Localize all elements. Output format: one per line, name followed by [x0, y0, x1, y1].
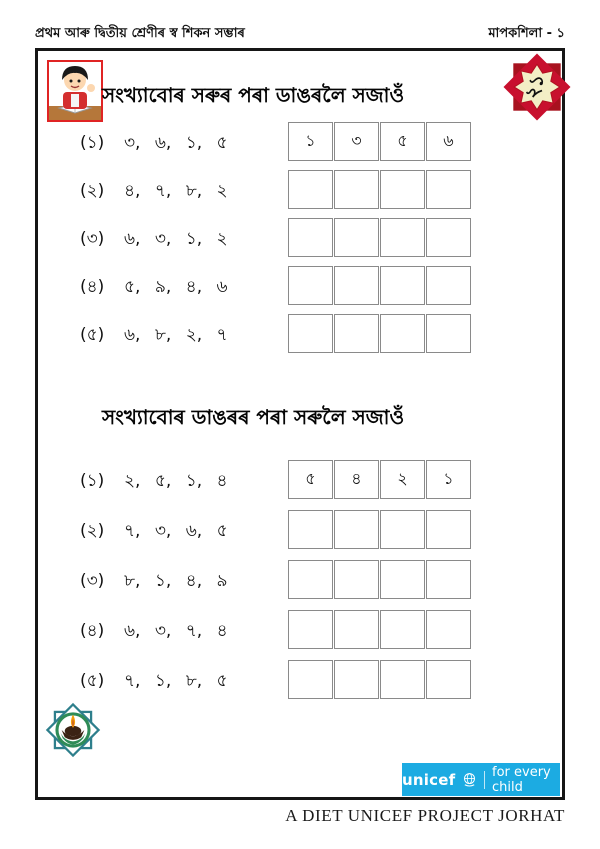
problem-number: (১): [80, 133, 105, 153]
answer-box[interactable]: [334, 218, 379, 257]
problem-number: (৪): [80, 621, 105, 641]
problem-row: [38, 122, 562, 162]
problem-number: (৫): [80, 671, 105, 691]
answer-box[interactable]: [288, 266, 333, 305]
answer-box[interactable]: [334, 660, 379, 699]
unicef-wordmark: unicef: [402, 770, 456, 789]
answer-box[interactable]: ৬: [426, 122, 471, 161]
answer-box[interactable]: [288, 560, 333, 599]
answer-box[interactable]: [380, 266, 425, 305]
divider: [484, 771, 485, 789]
problem-number: (১): [80, 471, 105, 491]
answer-box[interactable]: [380, 610, 425, 649]
answer-box[interactable]: [380, 660, 425, 699]
page-header: [35, 24, 565, 45]
problem-sequence: ৩, ৬, ১, ৫: [124, 133, 228, 153]
answer-boxes: [288, 314, 471, 353]
footer-credit: A DIET UNICEF PROJECT JORHAT: [285, 806, 565, 825]
problem-number: (৩): [80, 229, 105, 249]
answer-box[interactable]: [334, 170, 379, 209]
answer-box[interactable]: [334, 560, 379, 599]
problem-number: (৫): [80, 325, 105, 345]
answer-boxes: [288, 122, 471, 161]
problem-row: [38, 560, 562, 600]
problem-sequence: ৬, ৩, ১, ২: [124, 229, 228, 249]
answer-boxes: [288, 510, 471, 549]
answer-box[interactable]: ৩: [334, 122, 379, 161]
problem-number: (২): [80, 521, 105, 541]
problem-sequence: ৬, ৮, ২, ৭: [124, 325, 228, 345]
problem-row: [38, 510, 562, 550]
diet-logo-icon: [42, 699, 104, 761]
answer-boxes: [288, 460, 471, 499]
problem-number: (৪): [80, 277, 105, 297]
problem-sequence: ২, ৫, ১, ৪: [124, 471, 228, 491]
answer-box[interactable]: [426, 660, 471, 699]
answer-box[interactable]: [426, 266, 471, 305]
answer-boxes: [288, 660, 471, 699]
header-left-text: প্ৰথম আৰু দ্বিতীয় শ্ৰেণীৰ স্ব শিকন সম্ভাৰ: [35, 26, 245, 41]
answer-box[interactable]: ১: [288, 122, 333, 161]
answer-box[interactable]: [288, 510, 333, 549]
answer-boxes: [288, 218, 471, 257]
student-writing-icon: [47, 60, 103, 122]
answer-box[interactable]: ১: [426, 460, 471, 499]
problem-row: [38, 460, 562, 500]
answer-box[interactable]: [380, 218, 425, 257]
answer-box[interactable]: ৫: [288, 460, 333, 499]
unicef-tagline: for every child: [492, 764, 551, 795]
answer-box[interactable]: [380, 314, 425, 353]
problem-row: [38, 610, 562, 650]
problem-sequence: ৪, ৭, ৮, ২: [124, 181, 228, 201]
problem-row: [38, 660, 562, 700]
problem-sequence: ৫, ৯, ৪, ৬: [124, 277, 228, 297]
answer-box[interactable]: ৫: [380, 122, 425, 161]
problem-sequence: ৮, ১, ৪, ৯: [124, 571, 228, 591]
lesson-number-badge: [503, 53, 571, 121]
answer-box[interactable]: [426, 610, 471, 649]
answer-box[interactable]: [426, 170, 471, 209]
problem-number: (২): [80, 181, 105, 201]
answer-box[interactable]: [426, 510, 471, 549]
answer-box[interactable]: [288, 660, 333, 699]
problem-row: [38, 170, 562, 210]
problem-sequence: ৭, ১, ৮, ৫: [124, 671, 228, 691]
answer-box[interactable]: [380, 170, 425, 209]
problem-number: (৩): [80, 571, 105, 591]
answer-box[interactable]: [288, 218, 333, 257]
section2-title: সংখ্যাবোৰ ডাঙৰৰ পৰা সৰুলৈ সজাওঁ: [102, 405, 405, 429]
answer-boxes: [288, 170, 471, 209]
problem-row: [38, 218, 562, 258]
answer-box[interactable]: [288, 610, 333, 649]
answer-box[interactable]: [288, 314, 333, 353]
answer-box[interactable]: [380, 510, 425, 549]
answer-box[interactable]: [334, 314, 379, 353]
answer-box[interactable]: [426, 314, 471, 353]
answer-boxes: [288, 610, 471, 649]
unicef-badge: [402, 763, 560, 796]
answer-boxes: [288, 560, 471, 599]
header-right-text: মাপকশিলা - ১: [488, 26, 565, 41]
answer-box[interactable]: [334, 610, 379, 649]
answer-box[interactable]: [288, 170, 333, 209]
answer-box[interactable]: [334, 510, 379, 549]
answer-box[interactable]: ২: [380, 460, 425, 499]
answer-box[interactable]: [334, 266, 379, 305]
problem-row: [38, 314, 562, 354]
badge-number: ২১: [520, 71, 550, 102]
answer-boxes: [288, 266, 471, 305]
worksheet-frame: [35, 48, 565, 800]
unicef-globe-icon: [462, 772, 477, 787]
answer-box[interactable]: [380, 560, 425, 599]
answer-box[interactable]: [426, 560, 471, 599]
section1-title: সংখ্যাবোৰ সৰুৰ পৰা ডাঙৰলৈ সজাওঁ: [102, 83, 405, 107]
answer-box[interactable]: ৪: [334, 460, 379, 499]
problem-sequence: ৭, ৩, ৬, ৫: [124, 521, 228, 541]
answer-box[interactable]: [426, 218, 471, 257]
problem-sequence: ৬, ৩, ৭, ৪: [124, 621, 228, 641]
problem-row: [38, 266, 562, 306]
